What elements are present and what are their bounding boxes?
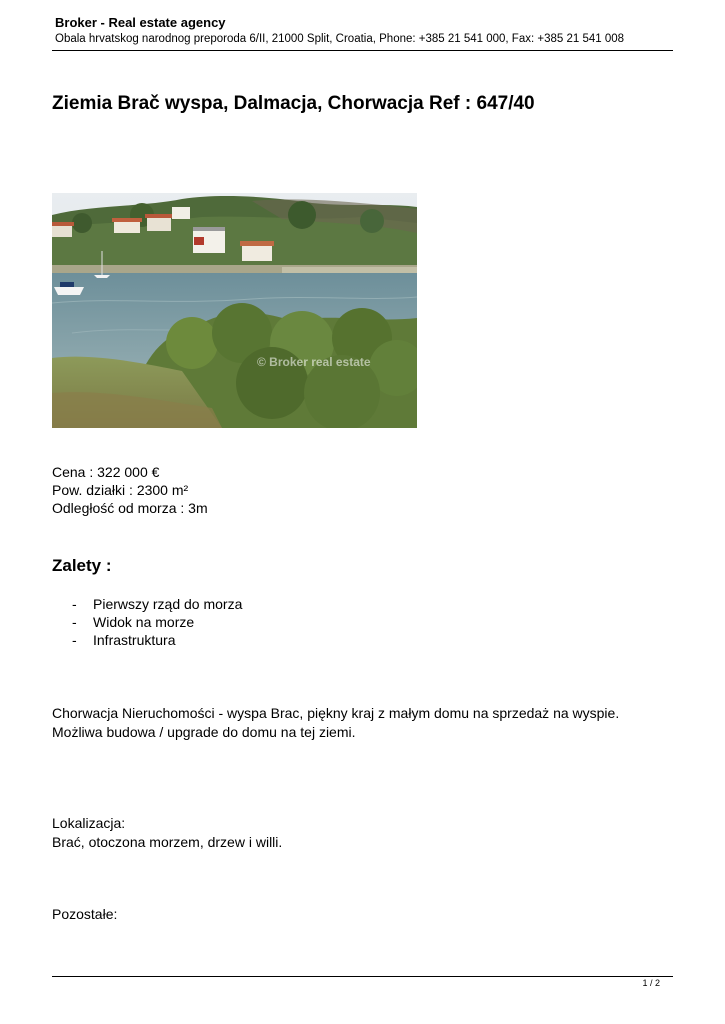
- advantage-label: Widok na morze: [93, 614, 195, 630]
- description: [52, 704, 673, 742]
- bullet-dash: -: [72, 632, 77, 648]
- agency-name: Broker - Real estate agency: [55, 15, 226, 30]
- advantages-list: [52, 595, 242, 649]
- page-number: 1 / 2: [642, 978, 660, 988]
- property-details: [52, 463, 208, 517]
- listing-title: Ziemia Brač wyspa, Dalmacja, Chorwacja Ref : 647/40: [52, 93, 535, 114]
- advantage-label: Pierwszy rząd do morza: [93, 596, 243, 612]
- advantages-heading: Zalety :: [52, 556, 112, 575]
- footer-divider: [52, 976, 673, 977]
- plot-area: Pow. działki : 2300 m²: [52, 482, 189, 498]
- bullet-dash: -: [72, 614, 77, 630]
- photo-watermark: © Broker real estate: [257, 355, 371, 369]
- header-divider: [52, 50, 673, 51]
- description-line: Możliwa budowa / upgrade do domu na tej ziemi.: [52, 724, 356, 740]
- other-label: Pozostałe:: [52, 906, 118, 922]
- agency-contact: Obala hrvatskog narodnog preporoda 6/II, 21000 Split, Croatia, Phone: +385 21 541 000, Fax: +385 21 541 008: [55, 33, 625, 45]
- other-section: [52, 905, 117, 924]
- sea-distance: Odległość od morza : 3m: [52, 500, 208, 516]
- location-section: [52, 814, 282, 852]
- bullet-dash: -: [72, 596, 77, 612]
- advantage-label: Infrastruktura: [93, 632, 176, 648]
- description-line: Chorwacja Nieruchomości - wyspa Brac, piękny kraj z małym domu na sprzedaż na wyspie.: [52, 705, 620, 721]
- property-photo: [52, 193, 417, 428]
- page-header: [52, 15, 673, 46]
- list-item: [52, 595, 242, 613]
- list-item: [52, 631, 242, 649]
- location-text: Brać, otoczona morzem, drzew i willi.: [52, 834, 283, 850]
- price: Cena : 322 000 €: [52, 464, 160, 480]
- location-label: Lokalizacja:: [52, 815, 126, 831]
- list-item: [52, 613, 242, 631]
